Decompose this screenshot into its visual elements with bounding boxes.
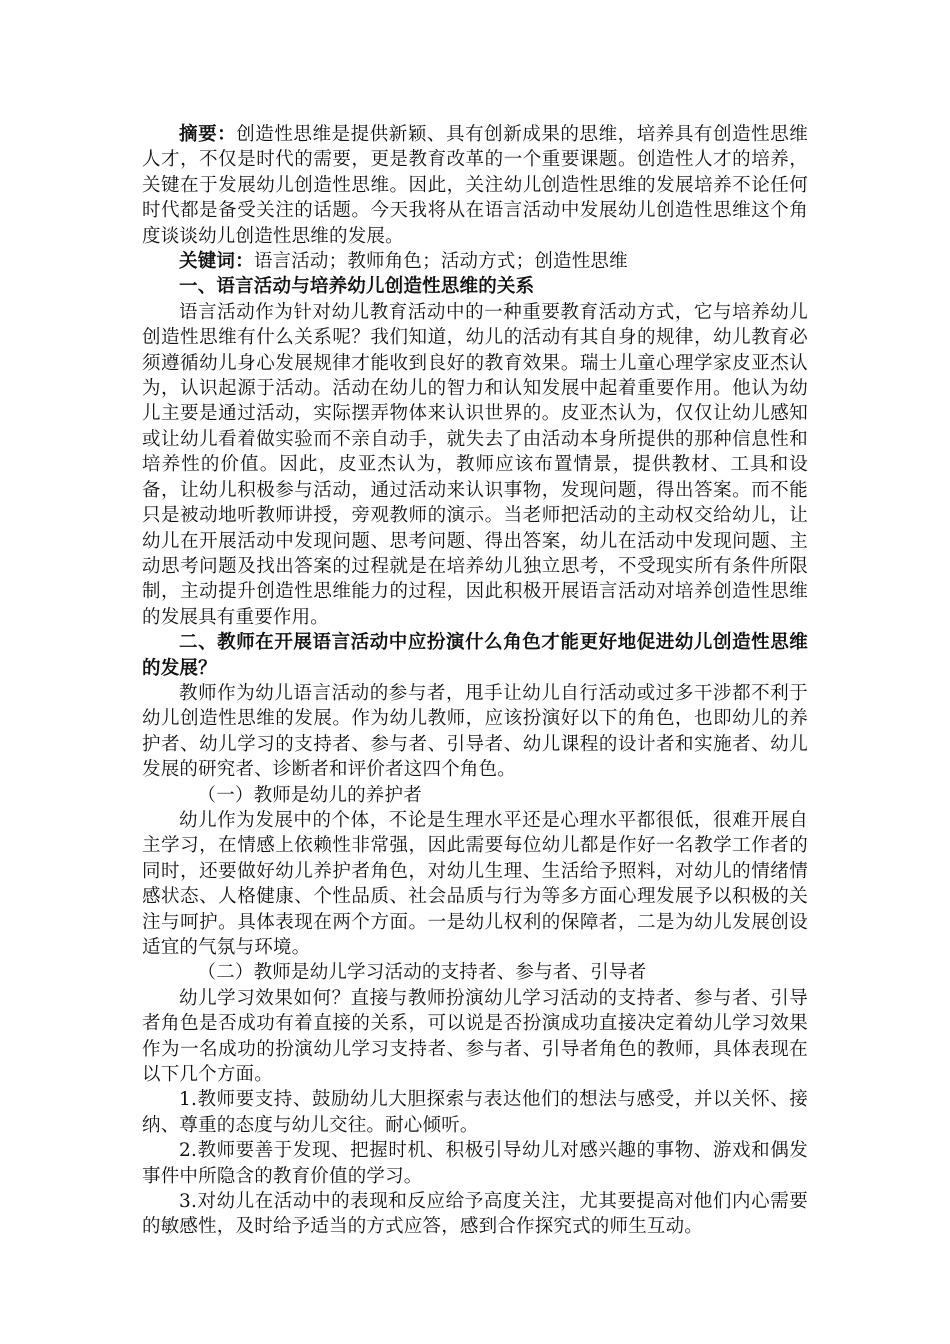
abstract-paragraph bbox=[142, 122, 808, 249]
section2-sub2-body: 幼儿学习效果如何？直接与教师扮演幼儿学习活动的支持者、参与者、引导者角色是否成功有着直接的关系，可以说是否扮演成功直接决定着幼儿学习效果作为一名成功的扮演幼儿学习支持者、参与者、引导者角色的教师，具体表现在以下几个方面。 bbox=[142, 987, 808, 1086]
keywords-text: 语言活动；教师角色；活动方式；创造性思维 bbox=[253, 251, 628, 273]
section2-heading: 二、教师在开展语言活动中应扮演什么角色才能更好地促进幼儿创造性思维的发展？ bbox=[142, 632, 808, 679]
section2-sub1-body: 幼儿作为发展中的个体，不论是生理水平还是心理水平都很低，很难开展自主学习，在情感上依赖性非常强，因此需要每位幼儿都是作好一名教学工作者的同时，还要做好幼儿养护者角色，对幼儿生理、生活给予照料，对幼儿的情绪情感状态、人格健康、个性品质、社会品质与行为等多方面心理发展予以积极的关注与呵护。具体表现在两个方面。一是幼儿权利的保障者，二是为幼儿发展创设适宜的气氛与环境。 bbox=[142, 809, 808, 958]
keywords-paragraph bbox=[142, 249, 808, 274]
section1-body: 语言活动作为针对幼儿教育活动中的一种重要教育活动方式，它与培养幼儿创造性思维有什么关系呢？我们知道，幼儿的活动有其自身的规律，幼儿教育必须遵循幼儿身心发展规律才能收到良好的教育效果。瑞士儿童心理学家皮亚杰认为，认识起源于活动。活动在幼儿的智力和认知发展中起着重要作用。他认为幼儿主要是通过活动，实际摆弄物体来认识世界的。皮亚杰认为，仅仅让幼儿感知或让幼儿看着做实验而不亲自动手，就失去了由活动本身所提供的那种信息性和培养性的价值。因此，皮亚杰认为，教师应该布置情景，提供教材、工具和设备，让幼儿积极参与活动，通过活动来认识事物，发现问题，得出答案。而不能只是被动地听教师讲授，旁观教师的演示。当老师把活动的主动权交给幼儿，让幼儿在开展活动中发现问题、思考问题、得出答案，幼儿在活动中发现问题、主动思考问题及找出答案的过程就是在培养幼儿独立思考，不受现实所有条件所限制，主动提升创造性思维能力的过程，因此积极开展语言活动对培养创造性思维的发展具有重要作用。 bbox=[142, 301, 808, 628]
list-item: 3.对幼儿在活动中的表现和反应给予高度关注，尤其要提高对他们内心需要的敏感性，及时给予适当的方式应答，感到合作探究式的师生互动。 bbox=[142, 1191, 808, 1238]
document-page bbox=[142, 122, 808, 1240]
list-item: 2.教师要善于发现、把握时机、积极引导幼儿对感兴趣的事物、游戏和偶发事件中所隐含的教育价值的学习。 bbox=[142, 1140, 808, 1187]
list-item: 1.教师要支持、鼓励幼儿大胆探索与表达他们的想法与感受，并以关怀、接纳、尊重的态度与幼儿交往。耐心倾听。 bbox=[142, 1089, 808, 1136]
abstract-label: 摘要： bbox=[179, 124, 237, 145]
section2-body: 教师作为幼儿语言活动的参与者，甩手让幼儿自行活动或过多干涉都不利于幼儿创造性思维的发展。作为幼儿教师，应该扮演好以下的角色，也即幼儿的养护者、幼儿学习的支持者、参与者、引导者、幼儿课程的设计者和实施者、幼儿发展的研究者、诊断者和评价者这四个角色。 bbox=[142, 682, 808, 781]
keywords-label: 关键词： bbox=[179, 251, 254, 273]
abstract-text: 创造性思维是提供新颖、具有创新成果的思维，培养具有创造性思维人才，不仅是时代的需要，更是教育改革的一个重要课题。创造性人才的培养，关键在于发展幼儿创造性思维。因此，关注幼儿创造性思维的发展培养不论任何时代都是备受关注的话题。今天我将从在语言活动中发展幼儿创造性思维这个角度谈谈幼儿创造性思维的发展。 bbox=[142, 124, 808, 247]
section1-heading: 一、语言活动与培养幼儿创造性思维的关系 bbox=[179, 276, 535, 298]
section2-sub1-heading: （一）教师是幼儿的养护者 bbox=[197, 784, 422, 806]
section2-sub2-heading: （二）教师是幼儿学习活动的支持者、参与者、引导者 bbox=[197, 962, 647, 984]
